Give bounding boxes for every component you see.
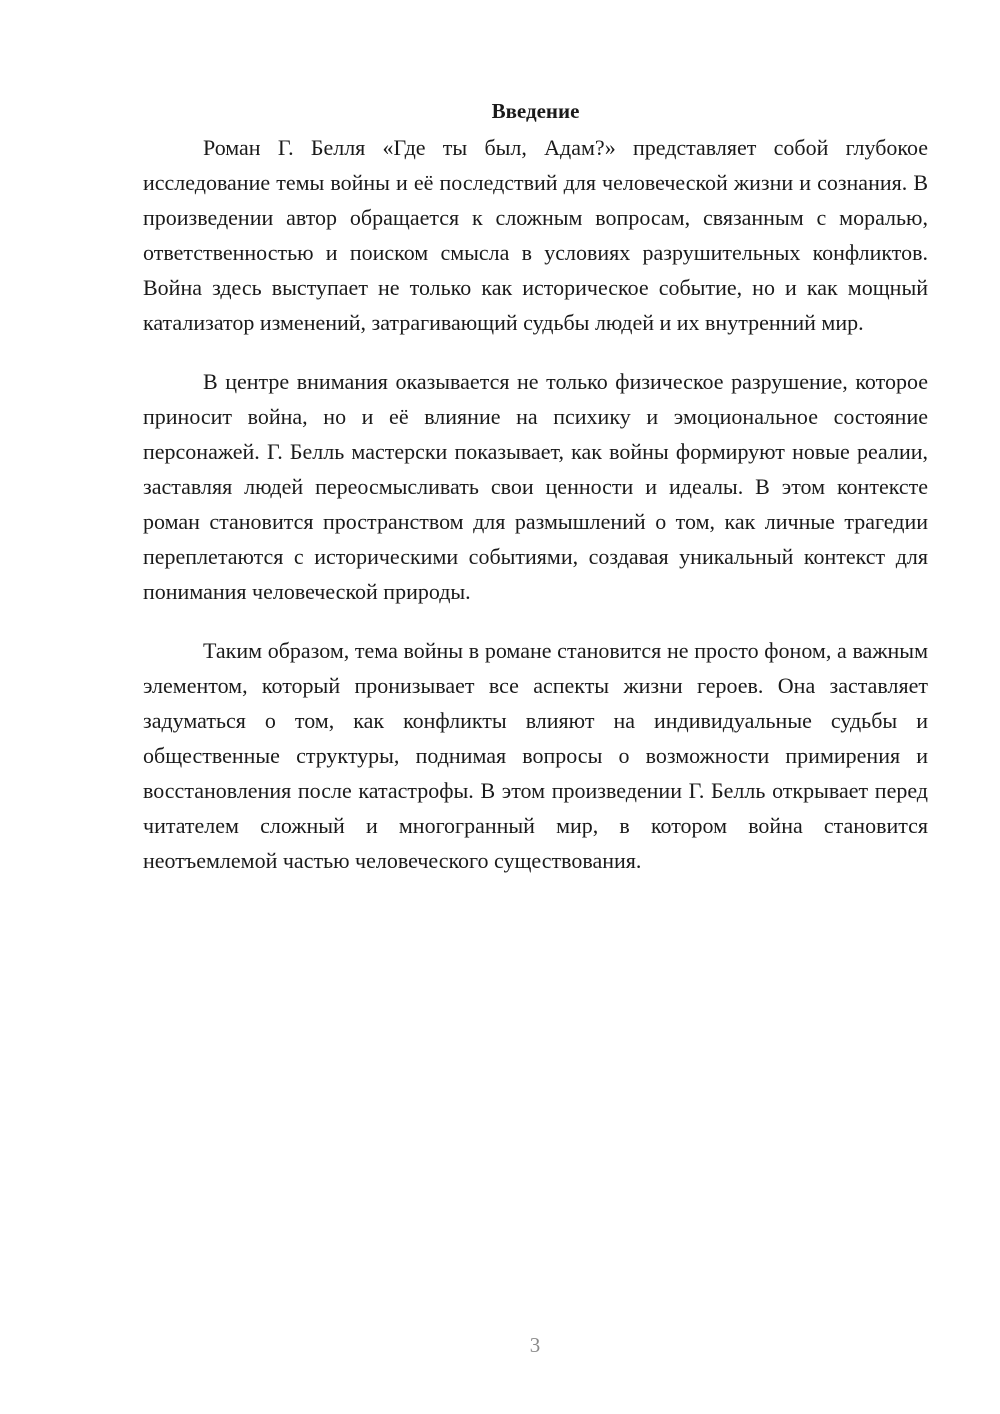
paragraph: В центре внимания оказывается не только физическое разрушение, которое приносит война, но и её влияние на психику и эмоциональное состояние персонажей. Г. Белль мастерски показывает, как войны формируют новые реалии, заставляя людей переосмысливать свои ценности и идеалы. В этом контексте роман становится пространством для размышлений о том, как личные трагедии переплетаются с историческими событиями, создавая уникальный контекст для понимания человеческой природы. xyxy=(143,369,928,604)
paragraph: Таким образом, тема войны в романе становится не просто фоном, а важным элементом, который пронизывает все аспекты жизни героев. Она заставляет задуматься о том, как конфликты влияют на индивидуальные судьбы и общественные структуры, поднимая вопросы о возможности примирения и восстановления после катастрофы. В этом произведении Г. Белль открывает перед читателем сложный и многогранный мир, в котором война становится неотъемлемой частью человеческого существования. xyxy=(143,638,928,873)
section-title: Введение xyxy=(491,99,580,123)
page-number: 3 xyxy=(529,1333,541,1357)
paragraph: Роман Г. Белля «Где ты был, Адам?» представляет собой глубокое исследование темы войны и её последствий для человеческой жизни и сознания. В произведении автор обращается к сложным вопросам, связанным с моралью, ответственностью и поиском смысла в условиях разрушительных конфликтов. Война здесь выступает не только как историческое событие, но и как мощный катализатор изменений, затрагивающий судьбы людей и их внутренний мир. xyxy=(143,135,928,335)
page-content xyxy=(143,96,928,902)
